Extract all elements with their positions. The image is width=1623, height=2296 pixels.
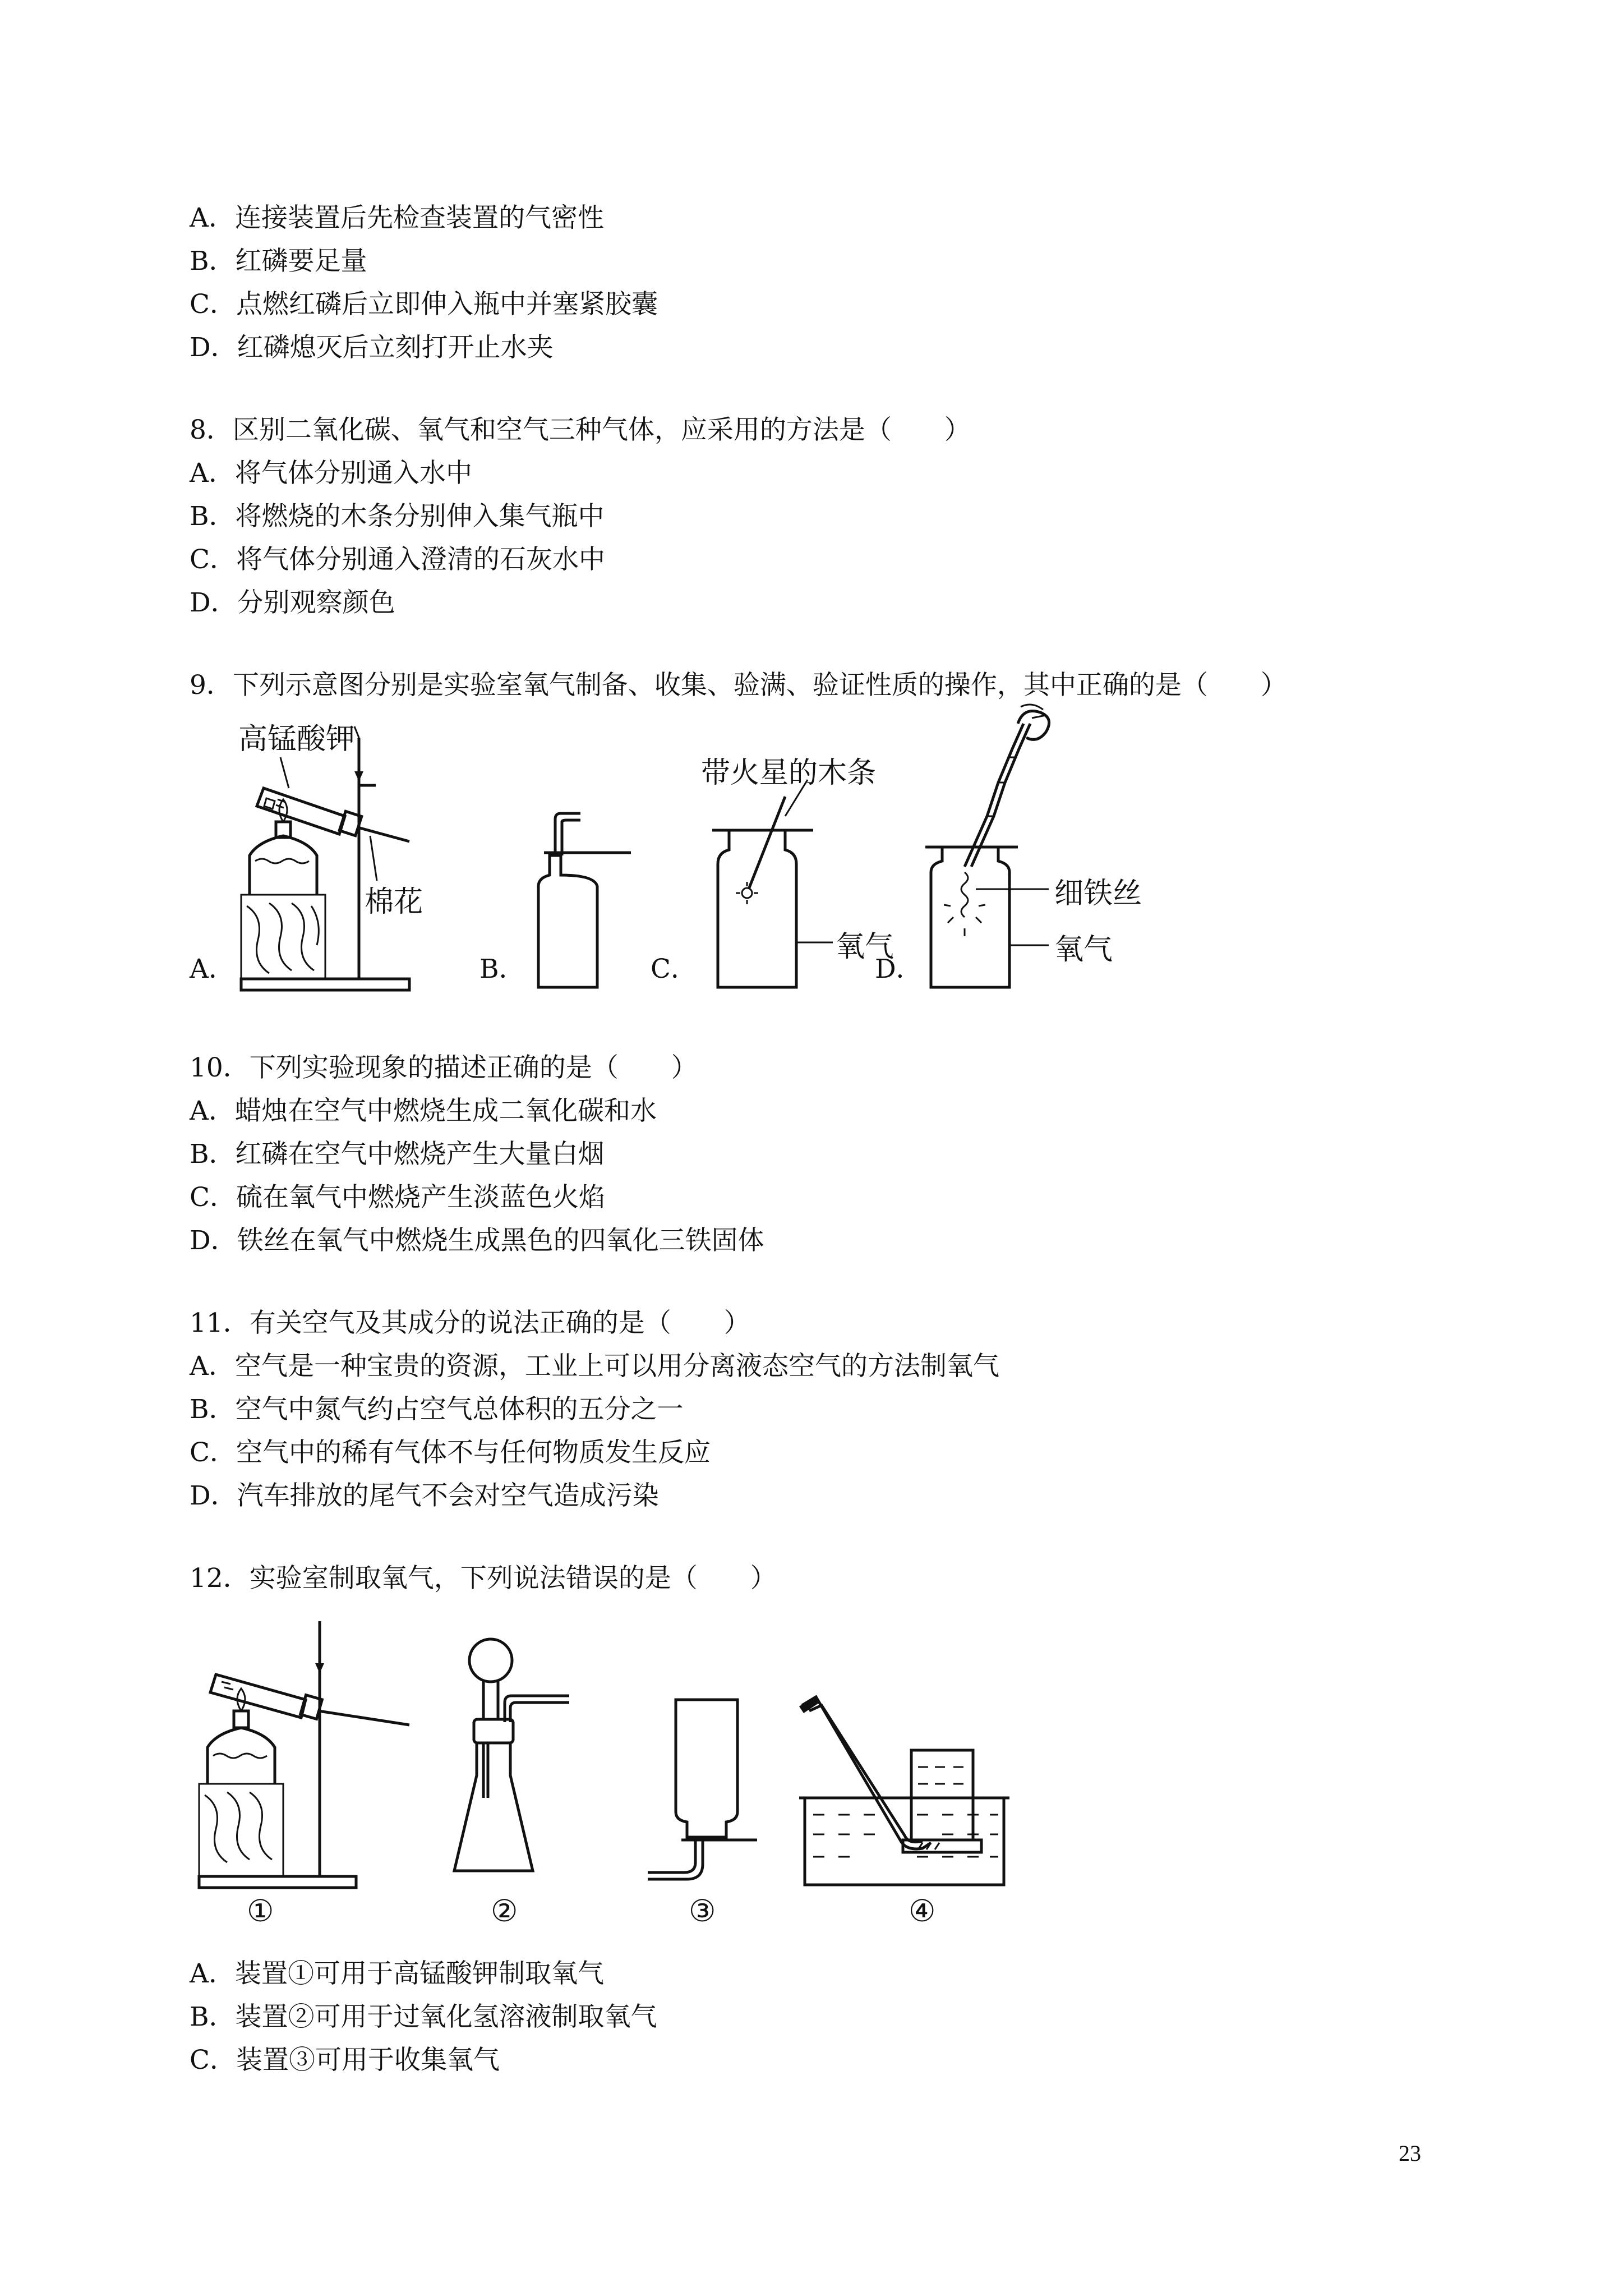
page-number: 23	[1399, 2141, 1421, 2166]
q9-figure-c-letter: C．	[651, 954, 697, 984]
label-oxygen-c: 氧气	[836, 930, 895, 964]
question-11	[190, 1301, 999, 1517]
label-potassium-permanganate: 高锰酸钾	[238, 723, 356, 756]
q7-option-c: C．点燃红磷后立即伸入瓶中并塞紧胶囊	[190, 289, 658, 320]
gas-collection-bottle	[527, 808, 639, 993]
q9-figure-a-letter: A．	[190, 954, 235, 984]
q11-option-d: D．汽车排放的尾气不会对空气造成污染	[190, 1480, 659, 1511]
q12-figure-1-label: ①	[247, 1893, 274, 1929]
q7-option-d: D．红磷熄灭后立刻打开止水夹	[190, 332, 554, 363]
question-9	[190, 664, 1287, 707]
question-8	[190, 408, 971, 624]
q7-options	[190, 196, 658, 369]
q9-figure-b-letter: B．	[479, 954, 525, 984]
kmno4-heating-apparatus	[224, 715, 437, 996]
q8-option-d: D．分别观察颜色	[190, 587, 395, 618]
q8-option-a: A．将气体分别通入水中	[190, 458, 472, 489]
q12-option-a: A．装置①可用于高锰酸钾制取氧气	[190, 1958, 604, 1989]
q10-stem: 10．下列实验现象的描述正确的是（ ）	[190, 1052, 698, 1083]
q12-figure-4-label: ④	[909, 1893, 936, 1929]
q12-figure-4	[788, 1688, 1023, 1890]
q8-stem: 8．区别二氧化碳、氧气和空气三种气体，应采用的方法是（ ）	[190, 415, 971, 445]
q12-figure-2-label: ②	[491, 1893, 518, 1929]
q10-option-c: C．硫在氧气中燃烧产生淡蓝色火焰	[190, 1182, 605, 1213]
solid-heating-apparatus	[193, 1616, 418, 1896]
q8-option-c: C．将气体分别通入澄清的石灰水中	[190, 544, 605, 575]
label-cotton: 棉花	[365, 885, 423, 919]
q12-stem: 12．实验室制取氧气，下列说法错误的是（ ）	[190, 1563, 777, 1594]
q12-figure-3	[642, 1694, 766, 1879]
q12-figure-2	[449, 1630, 600, 1888]
inverted-collection-bottle	[642, 1694, 766, 1879]
label-iron-wire: 细铁丝	[1054, 877, 1142, 910]
q12-option-c: C．装置③可用于收集氧气	[190, 2045, 500, 2076]
iron-wire-combustion	[920, 704, 1155, 993]
q12-figure-3-label: ③	[689, 1893, 716, 1929]
q11-stem: 11．有关空气及其成分的说法正确的是（ ）	[190, 1308, 750, 1338]
q7-option-b: B．红磷要足量	[190, 246, 367, 277]
conical-flask-with-funnel	[449, 1630, 600, 1888]
q12-option-b: B．装置②可用于过氧化氢溶液制取氧气	[190, 2001, 657, 2032]
question-12	[190, 1557, 777, 1600]
q12-figure-1	[193, 1616, 418, 1896]
q9-figure-d	[920, 704, 1155, 993]
q10-option-b: B．红磷在空气中燃烧产生大量白烟	[190, 1139, 605, 1170]
label-oxygen-d: 氧气	[1054, 933, 1113, 967]
q7-option-a: A．连接装置后先检查装置的气密性	[190, 203, 604, 233]
q8-option-b: B．将燃烧的木条分别伸入集气瓶中	[190, 501, 605, 532]
q11-option-c: C．空气中的稀有气体不与任何物质发生反应	[190, 1437, 711, 1468]
question-10	[190, 1046, 764, 1262]
q10-option-a: A．蜡烛在空气中燃烧生成二氧化碳和水	[190, 1096, 657, 1126]
q11-option-b: B．空气中氮气约占空气总体积的五分之一	[190, 1394, 684, 1425]
q9-figure-d-letter: D．	[875, 954, 923, 984]
q10-option-d: D．铁丝在氧气中燃烧生成黑色的四氧化三铁固体	[190, 1225, 764, 1256]
q9-figure-a	[224, 715, 437, 996]
q9-figure-b	[527, 808, 639, 993]
q12-options	[190, 1952, 657, 2082]
q11-option-a: A．空气是一种宝贵的资源，工业上可以用分离液态空气的方法制氧气	[190, 1351, 999, 1382]
water-displacement-trough	[788, 1688, 1023, 1890]
q9-stem: 9．下列示意图分别是实验室氧气制备、收集、验满、验证性质的操作，其中正确的是（ ）	[190, 670, 1287, 701]
label-glowing-splint: 带火星的木条	[701, 756, 877, 790]
